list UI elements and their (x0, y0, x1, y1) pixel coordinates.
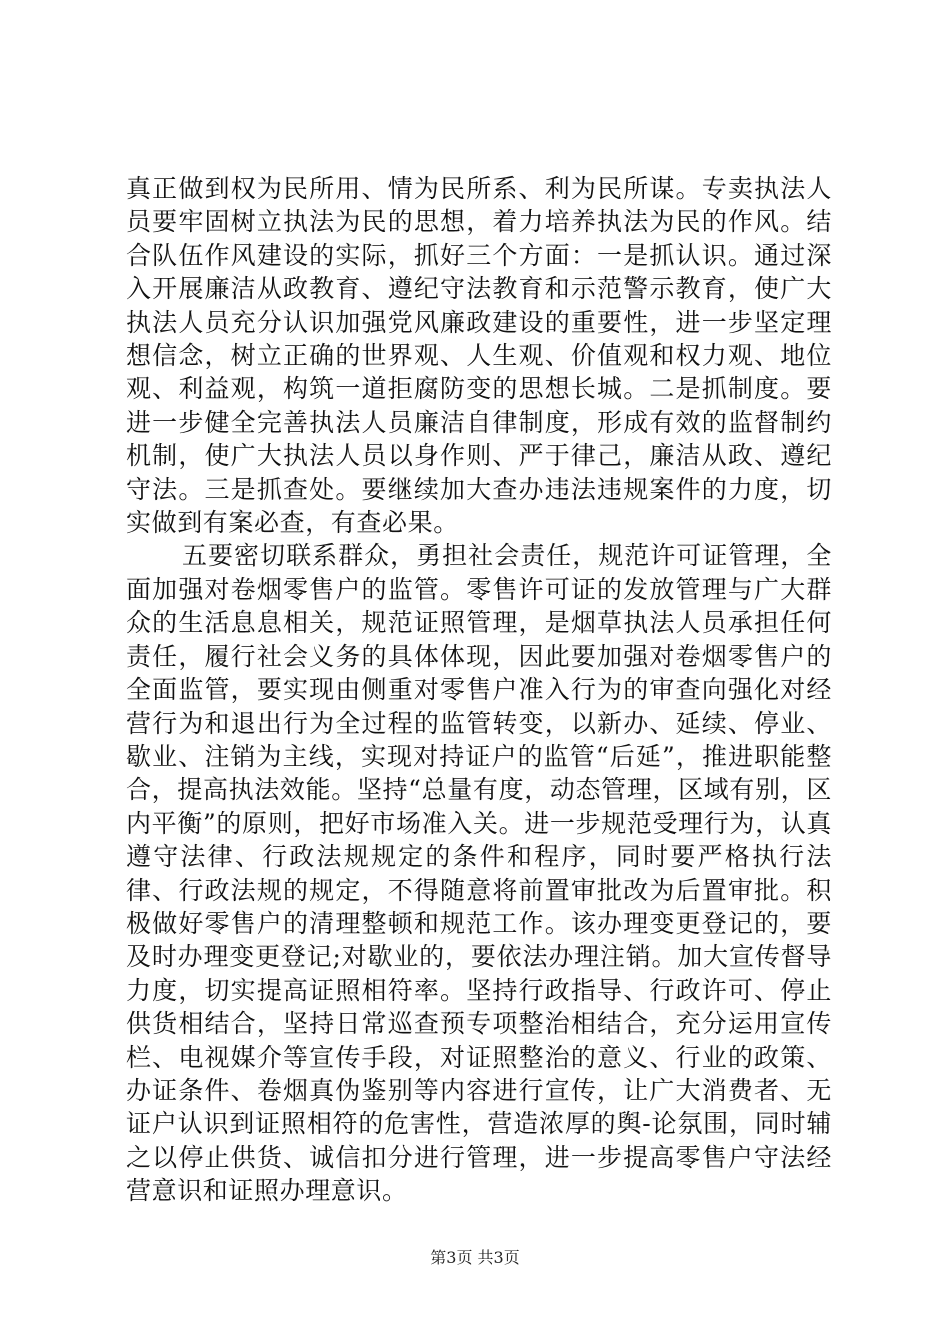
page-number-footer: 第3页 共3页 (430, 1248, 520, 1267)
paragraph-continuation: 真正做到权为民所用、情为民所系、利为民所谋。专卖执法人员要牢固树立执法为民的思想，着力培养执法为民的作风。结合队伍作风建设的实际，抓好三个方面：一是抓认识。通过深入开展廉洁从政教育、遵纪守法教育和示范警示教育，使广大执法人员充分认识加强党风廉政建设的重要性，进一步坚定理想信念，树立正确的世界观、人生观、价值观和权力观、地位观、利益观，构筑一道拒腐防变的思想长城。二是抓制度。要进一步健全完善执法人员廉洁自律制度，形成有效的监督制约机制，使广大执法人员以身作则、严于律己，廉洁从政、遵纪守法。三是抓查处。要继续加大查办违法违规案件的力度，切实做到有案必查，有查必果。 (126, 174, 832, 538)
paragraph-five: 五要密切联系群众，勇担社会责任，规范许可证管理，全面加强对卷烟零售户的监管。零售许可证的发放管理与广大群众的生活息息相关，规范证照管理，是烟草执法人员承担任何责任，履行社会义务的具体体现，因此要加强对卷烟零售户的全面监管，要实现由侧重对零售户准入行为的审查向强化对经营行为和退出行为全过程的监管转变，以新办、延续、停业、歇业、注销为主线，实现对持证户的监管“后延”，推进职能整合，提高执法效能。坚持“总量有度，动态管理，区域有别，区内平衡”的原则，把好市场准入关。进一步规范受理行为，认真遵守法律、行政法规规定的条件和程序，同时要严格执行法律、行政法规的规定，不得随意将前置审批改为后置审批。积极做好零售户的清理整顿和规范工作。该办理变更登记的，要及时办理变更登记;对歇业的，要依法办理注销。加大宣传督导力度，切实提高证照相符率。坚持行政指导、行政许可、停止供货相结合，坚持日常巡查预专项整治相结合，充分运用宣传栏、电视媒介等宣传手段，对证照整治的意义、行业的政策、办证条件、卷烟真伪鉴别等内容进行宣传，让广大消费者、无证户认识到证照相符的危害性，营造浓厚的舆-论氛围，同时辅之以停止供货、诚信扣分进行管理，进一步提高零售户守法经营意识和证照办理意识。 (126, 541, 832, 1206)
document-body (126, 172, 832, 1208)
